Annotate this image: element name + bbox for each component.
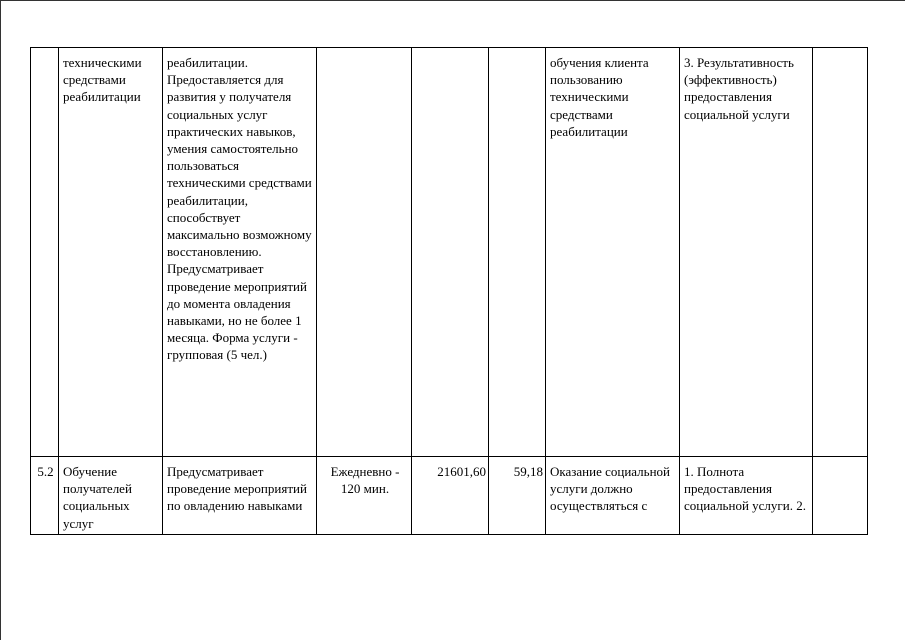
page-left-edge [0, 0, 1, 640]
cell-service-name: техническими средствами реабилитации [59, 48, 163, 457]
cell-tariff: 59,18 [489, 457, 546, 535]
cell-conditions: Оказание социальной услуги должно осуществляться с [546, 457, 680, 535]
cell-indicators: 3. Результативность (эффективность) предоставления социальной услуги [680, 48, 813, 457]
page-top-edge [0, 0, 905, 1]
cell-conditions: обучения клиента пользованию техническими средствами реабилитации [546, 48, 680, 457]
cell-amount [412, 48, 489, 457]
cell-service-name: Обучение получателей социальных услуг [59, 457, 163, 535]
cell-description: реабилитации. Предоставляется для развития у получателя социальных услуг практических навыков, умения самостоятельно пользоваться техническими средствами реабилитации, способствует максимально возможному восстановлению. Предусматривает проведение мероприятий до момента овладения навыками, но не более 1 месяца. Форма услуги - групповая (5 чел.) [163, 48, 317, 457]
table-row [31, 48, 868, 457]
services-table [30, 47, 868, 535]
cell-amount: 21601,60 [412, 457, 489, 535]
cell-schedule [317, 48, 412, 457]
cell-number [31, 48, 59, 457]
cell-indicators: 1. Полнота предоставления социальной услуги. 2. [680, 457, 813, 535]
cell-last [813, 48, 868, 457]
cell-tariff [489, 48, 546, 457]
cell-number: 5.2 [31, 457, 59, 535]
cell-last [813, 457, 868, 535]
cell-schedule: Ежедневно - 120 мин. [317, 457, 412, 535]
cell-description: Предусматривает проведение мероприятий по овладению навыками [163, 457, 317, 535]
table-row [31, 457, 868, 535]
